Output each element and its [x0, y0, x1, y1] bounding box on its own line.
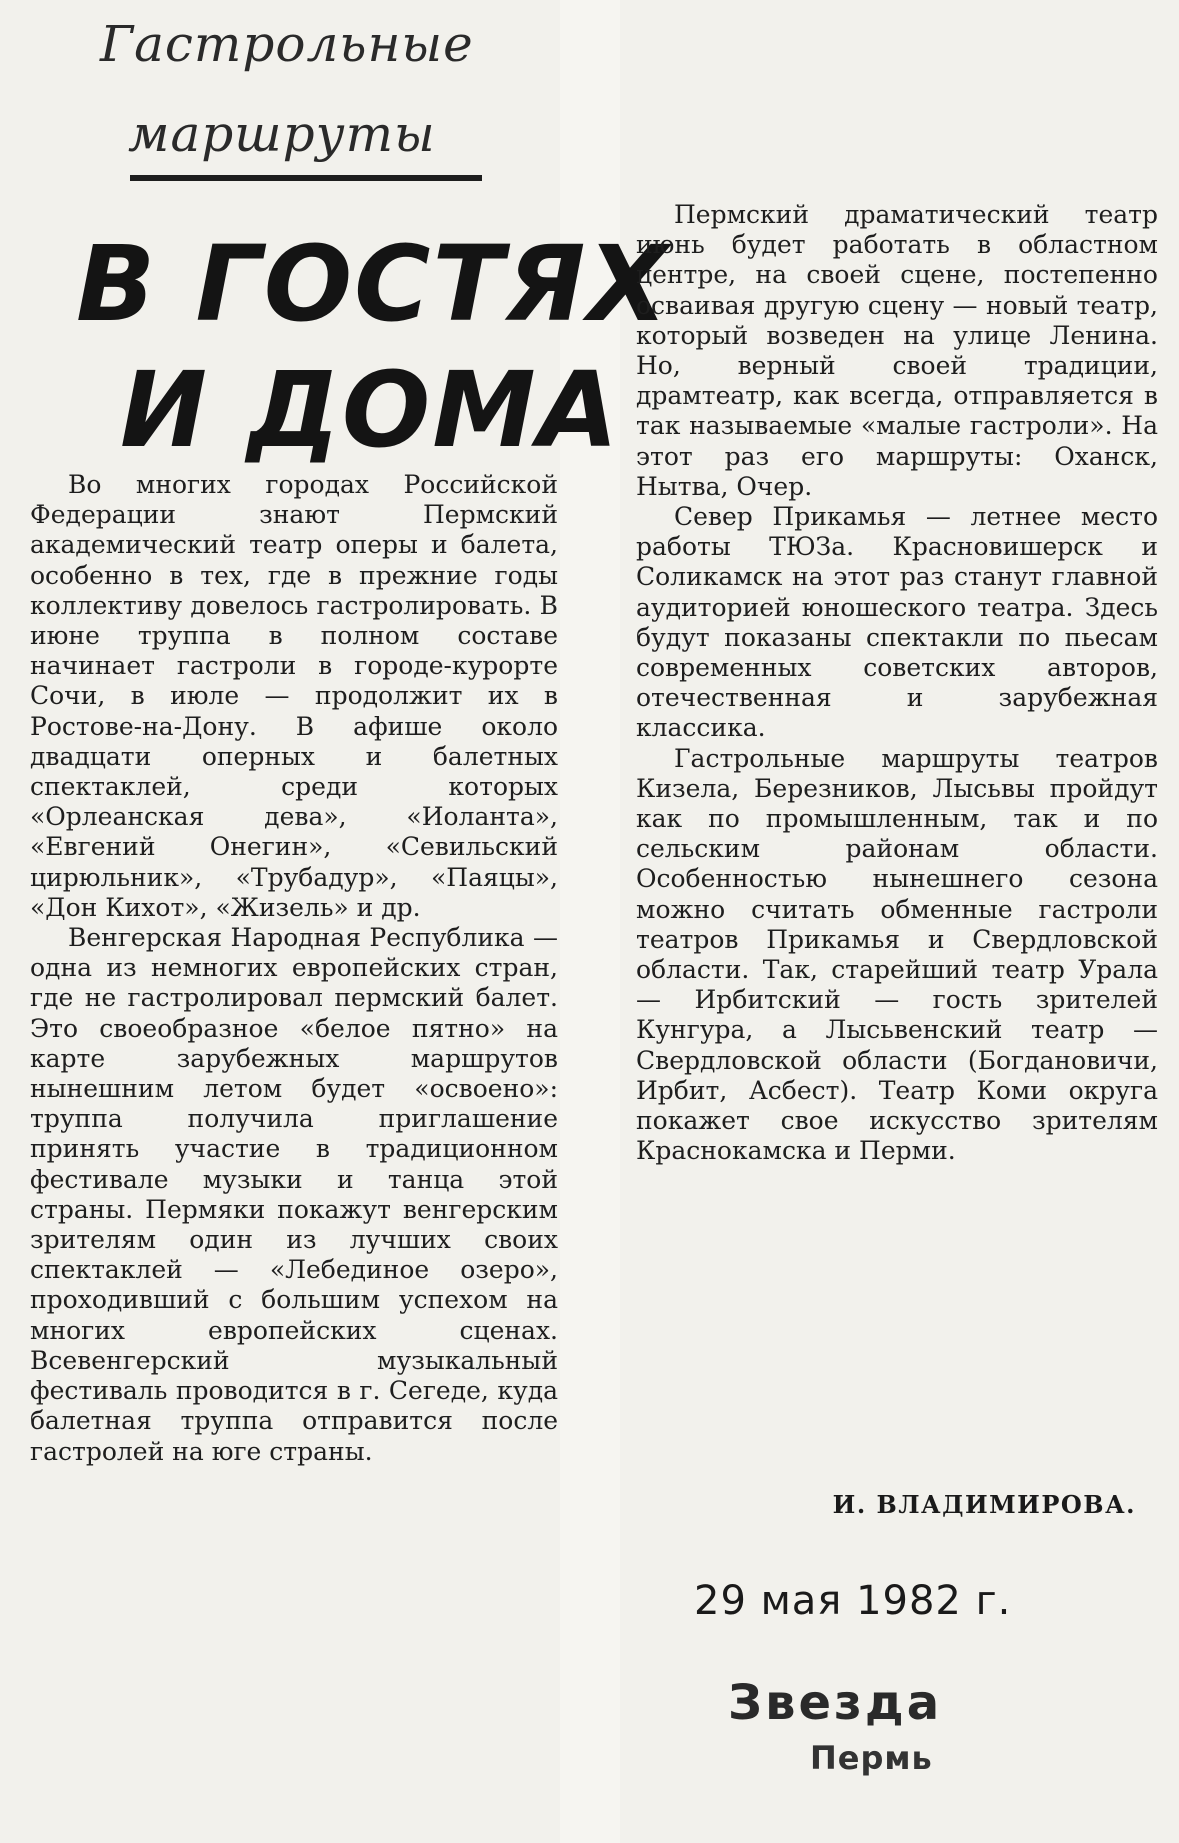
- author-signature: И. ВЛАДИМИРОВА.: [832, 1490, 1136, 1519]
- stamp-city-name: Пермь: [810, 1739, 933, 1777]
- paragraph: Пермский драматический театр июнь будет работать в областном центре, на своей сцене, постепенно осваивая другую сцену — новый театр, который возведен на улице Ленина. Но, верный своей традиции, драмтеатр, как всегда, отправляется в так называемые «малые гастроли». На этот раз его маршруты: Оханск, Нытва, Очер.: [636, 200, 1158, 501]
- left-article-text: [30, 470, 558, 1467]
- headline-line-1: В ГОСТЯХ: [76, 223, 670, 345]
- headline-line-2: И ДОМА: [120, 349, 621, 471]
- paragraph: Венгерская Народная Республика — одна из немногих европейских стран, где не гастролировал пермский балет. Это своеобразное «белое пятно» на карте зарубежных маршрутов нынешним летом будет «освоено»: труппа получила приглашение принять участие в традиционном фестивале музыки и танца этой страны. Пермяки покажут венгерским зрителям один из лучших своих спектаклей — «Лебединое озеро», проходивший с большим успехом на многих европейских сценах. Всевенгерский музыкальный фестиваль проводится в г. Сегеде, куда балетная труппа отправится после гастролей на юге страны.: [30, 923, 558, 1466]
- rubric-divider: [130, 175, 482, 181]
- rubric-line-2: маршруты: [128, 105, 436, 163]
- paragraph: Гастрольные маршруты театров Кизела, Березников, Лысьвы пройдут как по промышленным, так и по сельским районам области. Особенностью нынешнего сезона можно считать обменные гастроли театров Прикамья и Свердловской области. Так, старейший театр Урала — Ирбитский — гость зрителей Кунгура, а Лысьвенский театр — Свердловской области (Богдановичи, Ирбит, Асбест). Театр Коми округа покажет свое искусство зрителям Краснокамска и Перми.: [636, 743, 1158, 1166]
- rubric-line-1: Гастрольные: [100, 15, 474, 73]
- paragraph: Север Прикамья — летнее место работы ТЮЗа. Красновишерск и Соликамск на этот раз станут главной аудиторией юношеского театра. Здесь будут показаны спектакли по пьесам современных советских авторов, отечественная и зарубежная классика.: [636, 502, 1158, 743]
- left-column: [24, 0, 670, 1843]
- stamp-newspaper-name: Звезда: [728, 1675, 943, 1731]
- date-stamp: 29 мая 1982 г.: [694, 1578, 1012, 1624]
- newspaper-source-stamp: [720, 1675, 1000, 1795]
- paragraph: Во многих городах Российской Федерации знают Пермский академический театр оперы и балета, особенно в тех, где в прежние годы коллективу довелось гастролировать. В июне труппа в полном составе начинает гастроли в городе-курорте Сочи, в июле — продолжит их в Ростове-на-Дону. В афише около двадцати оперных и балетных спектаклей, среди которых «Орлеанская дева», «Иоланта», «Евгений Онегин», «Севильский цирюльник», «Трубадур», «Паяцы», «Дон Кихот», «Жизель» и др.: [30, 470, 558, 922]
- right-article-text: [636, 200, 1158, 1167]
